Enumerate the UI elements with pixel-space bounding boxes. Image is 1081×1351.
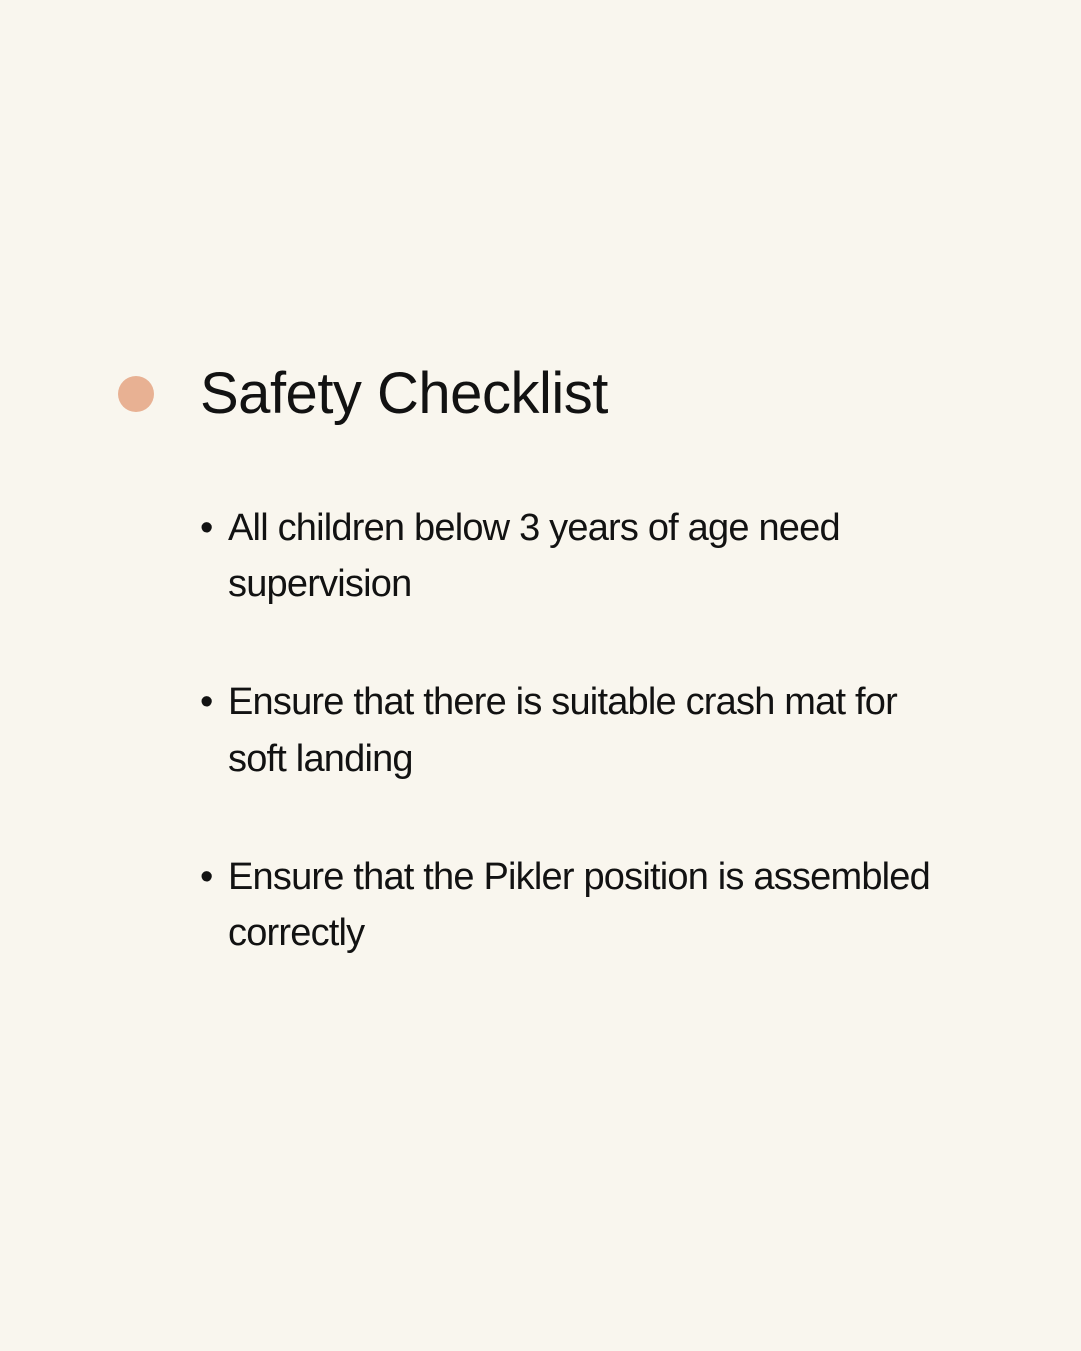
page-title: Safety Checklist	[200, 360, 608, 426]
heading-row	[118, 325, 608, 464]
list-item-label: Ensure that there is suitable crash mat for soft landing	[228, 681, 897, 780]
list-item-label: All children below 3 years of age need supervision	[228, 507, 840, 606]
list-item-label: Ensure that the Pikler position is assembled correctly	[228, 855, 930, 955]
list-item	[200, 674, 940, 786]
checklist	[200, 500, 940, 961]
list-item	[200, 500, 940, 612]
filled-circle-icon	[118, 376, 154, 412]
list-bullet-icon: •	[200, 681, 214, 724]
list-bullet-icon: •	[200, 855, 214, 898]
list-item	[200, 849, 940, 961]
list-bullet-icon: •	[200, 507, 214, 549]
